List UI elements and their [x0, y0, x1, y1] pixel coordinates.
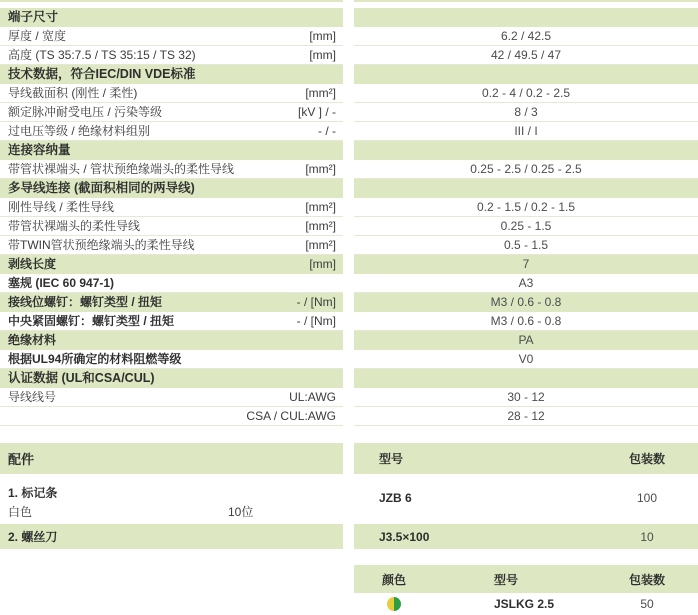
accessories-table-header: [354, 443, 698, 474]
spec-table: [0, 8, 698, 426]
spec-label: 中央紧固螺钉：螺钉类型 / 扭矩: [8, 314, 175, 328]
accessory-model: J3.5×100: [379, 529, 430, 544]
spec-row-surge-voltage: [0, 103, 698, 122]
spec-unit: [mm]: [309, 48, 336, 62]
accessory-model: JZB 6: [379, 490, 412, 505]
spec-value: 0.2 - 4 / 0.2 - 2.5: [481, 86, 571, 100]
spec-label: 接线位螺钉：螺钉类型 / 扭矩: [8, 295, 163, 309]
spec-label: 塞规 (IEC 60 947-1): [8, 276, 115, 290]
spec-value: 0.25 - 1.5: [500, 219, 552, 233]
spec-label: 导线线号: [8, 390, 57, 404]
spec-row-twin-ferrule: [0, 236, 698, 255]
spec-unit: [mm]: [309, 29, 336, 43]
spec-row-wire-gauge-csa: [0, 407, 698, 426]
spec-value: 30 - 12: [507, 390, 545, 404]
section-header-connection-capacity: [0, 141, 698, 160]
spec-unit: [mm²]: [305, 86, 336, 100]
spec-label: 厚度 / 宽度: [8, 29, 67, 43]
accessory-positions: 10位: [228, 505, 254, 519]
spec-row-bare-ferrule: [0, 217, 698, 236]
spec-unit: [mm²]: [305, 162, 336, 176]
spec-unit: [mm²]: [305, 238, 336, 252]
spec-row-thickness-width: [0, 27, 698, 46]
column-header-model: 型号: [379, 452, 404, 466]
section-title: 端子尺寸: [8, 10, 59, 24]
spec-label: 带管状裸端头 / 管状预绝缘端头的柔性导线: [8, 162, 235, 176]
spec-value: M3 / 0.6 - 0.8: [490, 295, 562, 309]
section-header-certification-data: [0, 369, 698, 388]
spec-unit: - / [Nm]: [296, 295, 336, 309]
spec-value: V0: [518, 352, 534, 366]
color-variant-table: [354, 565, 698, 615]
spec-unit: UL:AWG: [289, 390, 336, 404]
spec-row-conductor-cross-section: [0, 84, 698, 103]
column-header-color: 颜色: [381, 572, 406, 587]
spec-label: 带管状裸端头的柔性导线: [8, 219, 141, 233]
spec-label: 绝缘材料: [8, 333, 57, 347]
spec-value: 28 - 12: [507, 409, 545, 423]
variant-model: JSLKG 2.5: [494, 597, 555, 611]
spec-value: A3: [518, 276, 534, 290]
spec-row-height: [0, 46, 698, 65]
section-header-terminal-dimensions: [0, 8, 698, 27]
spec-value: 0.25 - 2.5 / 0.25 - 2.5: [470, 162, 582, 176]
column-header-pack-qty: 包装数: [628, 452, 665, 466]
color-variant-section: [0, 565, 698, 615]
spec-value: 0.5 - 1.5: [503, 238, 549, 252]
column-header-model: 型号: [494, 572, 519, 587]
color-table-row: [354, 593, 698, 615]
yellow-green-swatch-icon: [387, 597, 401, 611]
spec-value: III / I: [514, 124, 538, 138]
accessory-pack-qty: 10: [640, 529, 654, 544]
spec-row-terminal-screw: [0, 293, 698, 312]
section-title: 技术数据，符合IEC/DIN VDE标准: [8, 67, 196, 81]
spec-value: 7: [522, 257, 530, 271]
column-header-pack-qty: 包装数: [628, 572, 665, 587]
spec-unit: CSA / CUL:AWG: [246, 409, 336, 423]
spec-row-center-fixing-screw: [0, 312, 698, 331]
accessory-table-row: [354, 474, 698, 521]
spec-unit: [mm]: [309, 257, 336, 271]
section-title: 连接容纳量: [8, 143, 71, 157]
spec-label: 刚性导线 / 柔性导线: [8, 200, 115, 214]
spec-row-rigid-flexible: [0, 198, 698, 217]
accessory-pack-qty: 100: [636, 490, 658, 505]
spec-value: 0.2 - 1.5 / 0.2 - 1.5: [476, 200, 576, 214]
accessory-table-row: [354, 524, 698, 549]
color-table-header: [354, 565, 698, 593]
spec-label: 根据UL94所确定的材料阻燃等级: [8, 352, 182, 366]
spec-unit: [mm²]: [305, 200, 336, 214]
spec-unit: [kV ] / -: [297, 105, 336, 119]
spec-unit: [mm²]: [305, 219, 336, 233]
spec-row-overvoltage-category: [0, 122, 698, 141]
accessory-color: 白色: [8, 505, 33, 519]
section-title: 认证数据 (UL和CSA/CUL): [8, 371, 155, 385]
section-title: 多导线连接 (截面积相同的两导线): [8, 181, 195, 195]
accessory-item-name: 2. 螺丝刀: [0, 524, 343, 549]
spec-label: 高度 (TS 35:7.5 / TS 35:15 / TS 32): [8, 48, 196, 62]
spec-row-ul94-flammability: [0, 350, 698, 369]
spec-value: 6.2 / 42.5: [500, 29, 552, 43]
section-header-technical-data: [0, 65, 698, 84]
spec-value: 42 / 49.5 / 47: [490, 48, 562, 62]
spec-label: 剥线长度: [8, 257, 57, 271]
variant-pack-qty: 50: [640, 597, 654, 611]
accessory-item-name: 1. 标记条: [8, 486, 58, 500]
spec-value: 8 / 3: [514, 105, 538, 119]
spec-unit: - / [Nm]: [296, 314, 336, 328]
spec-row-ferrule-flexible: [0, 160, 698, 179]
top-cutoff-band: [0, 0, 698, 2]
spec-label: 导线截面积 (刚性 / 柔性): [8, 86, 138, 100]
accessories-section: [0, 443, 698, 549]
spec-row-insulating-material: [0, 331, 698, 350]
accessories-header: 配件: [0, 443, 343, 474]
spec-row-stripping-length: [0, 255, 698, 274]
spec-label: 带TWIN管状预绝缘端头的柔性导线: [8, 238, 195, 252]
spec-row-gauge: [0, 274, 698, 293]
spec-value: M3 / 0.6 - 0.8: [490, 314, 562, 328]
spec-row-wire-gauge-ul: [0, 388, 698, 407]
spec-value: PA: [518, 333, 534, 347]
spec-label: 过电压等级 / 绝缘材料组别: [8, 124, 151, 138]
accessory-item-desc: [0, 503, 343, 521]
section-header-multi-conductor: [0, 179, 698, 198]
spec-label: 额定脉冲耐受电压 / 污染等级: [8, 105, 163, 119]
spec-unit: - / -: [318, 124, 336, 138]
